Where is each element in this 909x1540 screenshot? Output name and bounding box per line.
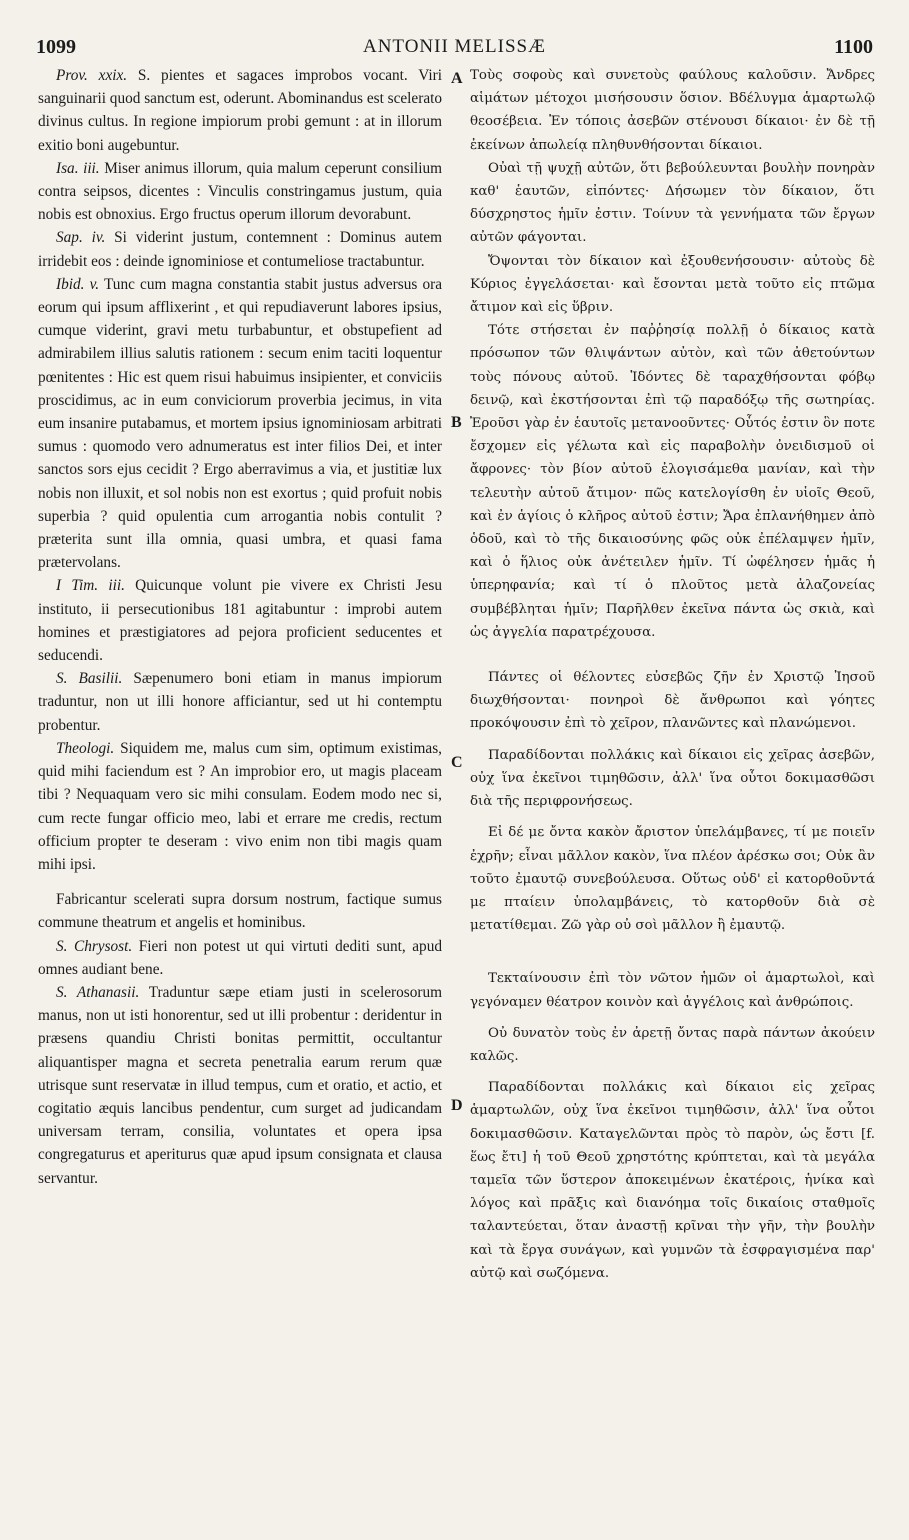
- citation: Ibid. v.: [56, 275, 100, 293]
- citation: S. Chrysost.: [56, 937, 133, 955]
- margin-marker-d: D: [451, 1097, 463, 1114]
- paragraph-text: Sæpenumero boni etiam in manus impiorum traduntur, non ut illi honore afficiantur, sed ut hi contemptu probentur.: [38, 670, 442, 734]
- citation: S. Basilii.: [56, 670, 123, 688]
- citation: Isa. iii.: [56, 159, 100, 177]
- page-header: [0, 0, 909, 60]
- paragraph-text: Siquidem me, malus cum sim, optimum existimas, quid mihi faciendum est ? An improbior ero, ut magis placeam tibi ? Nequaquam vero sic mihi consulam. Eodem modo nec si, cum recte fungar officio meo, labi et errare me credis, rectum officium propter te deseram : vivo enim non tibi magis quam mihi ipsi.: [38, 739, 442, 873]
- greek-column: [470, 64, 875, 1285]
- latin-paragraph-2: [38, 157, 442, 227]
- running-title: ANTONII MELISSÆ: [362, 36, 546, 57]
- latin-paragraph-9: [38, 935, 442, 981]
- citation: Sap. iv.: [56, 229, 106, 247]
- greek-paragraph-10: Παραδίδονται πολλάκις καὶ δίκαιοι εἰς χεῖρας ἁμαρτωλῶν, οὐχ ἵνα ἐκεῖνοι τιμηθῶσιν, ἀλλ' ἵνα οὗτοι δοκιμασθῶσιν. Καταγελῶνται πρὸς τὸ παρὸν, ὡς ἔστι [f. ἕως ἔτι] ἡ τοῦ Θεοῦ χρηστότης κρύπτεται, καὶ τὰ μεγάλα ταμεῖα τῶν ὕστερον ἀποκειμένων ἑκατέροις, ἡνίκα καὶ λόγος καὶ πρᾶξις καὶ διανόημα τοῖς δικαίοις σταθμοῖς ταλαντεύεται, ὅταν ἀναστῇ κρῖναι τὴν γῆν, τὴν βουλὴν καὶ τὰ ἔργα συνάγων, καὶ γυμνῶν τὰ ἐσφραγισμένα παρ' αὐτῷ καὶ σωζόμενα.: [470, 1080, 875, 1281]
- latin-paragraph-1: [38, 64, 442, 157]
- paragraph-text: Si viderint justum, contemnent : Dominus autem irridebit eos : deinde ignominiose et contumeliose tractabuntur.: [38, 229, 442, 270]
- citation: I Tim. iii.: [56, 577, 125, 595]
- citation: Prov. xxix.: [56, 67, 128, 84]
- margin-marker-c: C: [451, 754, 463, 771]
- greek-paragraph-8: Τεκταίνουσιν ἐπὶ τὸν νῶτον ἡμῶν οἱ ἁμαρτωλοὶ, καὶ γεγόναμεν θέατρον κοινὸν καὶ ἀγγέλοις καὶ ἀνθρώποις.: [470, 971, 875, 1010]
- greek-paragraph-3: Ὄψονται τὸν δίκαιον καὶ ἐξουθενήσουσιν· αὐτοὺς δὲ Κύριος ἐγγελάσεται· καὶ ἔσονται μετὰ τοῦτο εἰς πτῶμα ἄτιμον καὶ εἰς ὕβριν.: [470, 253, 875, 316]
- greek-paragraph-4: Τότε στήσεται ἐν παῤῥησίᾳ πολλῇ ὁ δίκαιος κατὰ πρόσωπον τῶν θλιψάντων αὐτὸν, καὶ τῶν ἀθετούντων τοὺς πόνους αὐτοῦ. Ἰδόντες δὲ ταραχθήσονται φόβῳ δεινῷ, καὶ ἐκστήσονται ἐπὶ τῷ παραδόξῳ τῆς σωτηρίας. Ἐροῦσι γὰρ ἐν ἑαυτοῖς μετανοοῦντες· Οὗτός ἐστιν ὃν ποτε ἔσχομεν εἰς γέλωτα καὶ εἰς παραβολὴν ὀνειδισμοῦ οἱ ἄφρονες· τὸν βίον αὐτοῦ ἐλογισάμεθα μανίαν, καὶ τὴν τελευτὴν αὐτοῦ ἄτιμον· πῶς κατελογίσθη ἐν υἱοῖς Θεοῦ, καὶ ἐν ἁγίοις ὁ κλῆρος αὐτοῦ ἐστιν; Ἄρα ἐπλανήθημεν ἀπὸ ὁδοῦ, καὶ τὸ τῆς δικαιοσύνης φῶς οὐκ ἐπέλαμψεν ἡμῖν, καὶ ὁ ἥλιος οὐκ ἀνέτειλεν ἡμῖν. Τί ὠφέλησεν ἡμᾶς ἡ ὑπερηφανία; καὶ τί ὁ πλοῦτος μετὰ ἀλαζονείας συμβέβληται ἡμῖν; Παρῆλθεν ἐκεῖνα πάντα ὡς σκιὰ, καὶ ὡς ἀγγελία παρατρέχουσα.: [470, 323, 875, 640]
- latin-paragraph-7: [38, 737, 442, 876]
- latin-column: [38, 64, 442, 1190]
- greek-paragraph-1: Τοὺς σοφοὺς καὶ συνετοὺς φαύλους καλοῦσιν. Ἄνδρες αἱμάτων μέτοχοι μισήσουσιν ὅσιον. Βδέλυγμα ἁμαρτωλῷ θεοσέβεια. Ἐν τόποις ἀσεβῶν στένουσι δίκαιοι· ἐν δὲ τῇ ἐκείνων ἀπωλείᾳ πληθυνθήσονται δίκαιοι.: [470, 68, 875, 153]
- greek-paragraph-9: Οὐ δυνατὸν τοὺς ἐν ἀρετῇ ὄντας παρὰ πάντων ἀκούειν καλῶς.: [470, 1025, 875, 1064]
- paragraph-text: Traduntur sæpe etiam justi in scelerosorum manus, non ut isti honorentur, sed ut illi probentur : deridentur in præsens quandiu Christi bonitas permittit, occultantur aliquantisper magna et secreta penetralia earum rerum quæ utrisque sunt reservatæ in illud tempus, cum et oratio, et actio, et cogitatio æquis lancibus pendentur, cum surget ad judicandam universam terram, consilia, voluntates et opera ipsa congregaturus et aperiturus quæ apud ipsum consignata et clausa servantur.: [38, 983, 442, 1187]
- greek-paragraph-2: Οὐαὶ τῇ ψυχῇ αὐτῶν, ὅτι βεβούλευνται βουλὴν πονηρὰν καθ' ἑαυτῶν, εἰπόντες· Δήσωμεν τὸν δίκαιον, ὅτι δύσχρηστος ἡμῖν ἐστιν. Τοίνυν τὰ γεννήματα τῶν ἔργων αὐτῶν φάγονται.: [470, 160, 875, 246]
- paragraph-text: Quicunque volunt pie vivere ex Christi Jesu instituto, ii persecutionibus 181 agitabuntur : improbi autem homines et præstigiatores ad pejora proficient seducentes et seducendi.: [38, 577, 443, 665]
- margin-marker-a: A: [451, 70, 463, 87]
- page-number-left: 1099: [36, 36, 76, 58]
- page-number-right: 1100: [834, 36, 873, 58]
- latin-paragraph-8: [38, 888, 442, 934]
- paragraph-text: Fabricantur scelerati supra dorsum nostrum, factique sumus commune theatrum et angelis et hominibus.: [38, 891, 442, 932]
- greek-paragraph-6: Παραδίδονται πολλάκις καὶ δίκαιοι εἰς χεῖρας ἀσεβῶν, οὐχ ἵνα ἐκεῖνοι τιμηθῶσιν, ἀλλ' ἵνα οὗτοι δοκιμασθῶσι διὰ τῆς περιφρονήσεως.: [470, 747, 875, 810]
- paragraph-text: Miser animus illorum, quia malum ceperunt consilium contra seipsos, dicentes : Vinculis constringamus justum, quia nobis est obnoxius. Ergo fructus operum illorum devorabunt.: [38, 159, 442, 224]
- latin-paragraph-6: [38, 667, 442, 737]
- paragraph-text: Fieri non potest ut qui virtuti dediti sunt, apud omnes audiant bene.: [38, 937, 443, 978]
- paragraph-text: Tunc cum magna constantia stabit justus adversus ora eorum qui ipsum afflixerint , et qui repudiaverunt labores ipsius, cumque viderint, gravi metu turbabuntur, et obstupefient ad admirabilem illius salutis rationem : secum enim taciti loquentur pœnitentes : Hic est quem risui habuimus insipienter, et conviciis proscidimus, ac in eum conviciorum proverbia jecimus, in vita eum insanire putabamus, et mortem ipsius ignominiosam arbitrati sumus : quomodo vero adnumeratus est inter filios Dei, et inter sanctos sors ejus cecidit ? Ergo aberravimus a via, et justitiæ lux nobis non illuxit, et sol nobis non est exortus ; quid profuit nobis superbia ? quid opulentia cum arrogantia nobis contulit ? præterita sunt illa omnia, quasi umbra, et quasi fama prætervolans.: [38, 275, 442, 572]
- paragraph-text: S. pientes et sagaces improbos vocant. Viri sanguinarii quod sanctum est, oderunt. Abominandus est scelerato divinus cultus. In regione impiorum probi gemunt : at in illorum exitio boni augebuntur.: [38, 67, 443, 154]
- margin-marker-b: B: [451, 414, 462, 431]
- latin-paragraph-10: [38, 981, 442, 1190]
- latin-paragraph-3: [38, 226, 442, 272]
- greek-paragraph-7: Εἰ δέ με ὄντα κακὸν ἄριστον ὑπελάμβανες, τί με ποιεῖν ἐχρῆν; εἶναι μᾶλλον κακὸν, ἵνα πλέον ἀρέσκω σοι; Οὐκ ἂν τοῦτο ἐμαυτῷ συνεβούλευσα. Οὕτως οὐδ' εἰ κατορθοῦντά με πταίειν ὑπολαμβάνεις, τὸ κατορθοῦν διὰ σὲ μετατίθεμαι. Ζῶ γὰρ οὐ σοὶ μᾶλλον ἢ ἐμαυτῷ.: [470, 825, 875, 934]
- greek-paragraph-5: Πάντες οἱ θέλοντες εὐσεβῶς ζῆν ἐν Χριστῷ Ἰησοῦ διωχθήσονται· πονηροὶ δὲ ἄνθρωποι καὶ γόητες προκόψουσιν ἐπὶ τὸ χεῖρον, πλανῶντες καὶ πλανώμενοι.: [470, 670, 875, 732]
- latin-paragraph-4: [38, 273, 442, 575]
- citation: S. Athanasii.: [56, 983, 140, 1001]
- latin-paragraph-5: [38, 574, 442, 667]
- citation: Theologi.: [56, 739, 115, 757]
